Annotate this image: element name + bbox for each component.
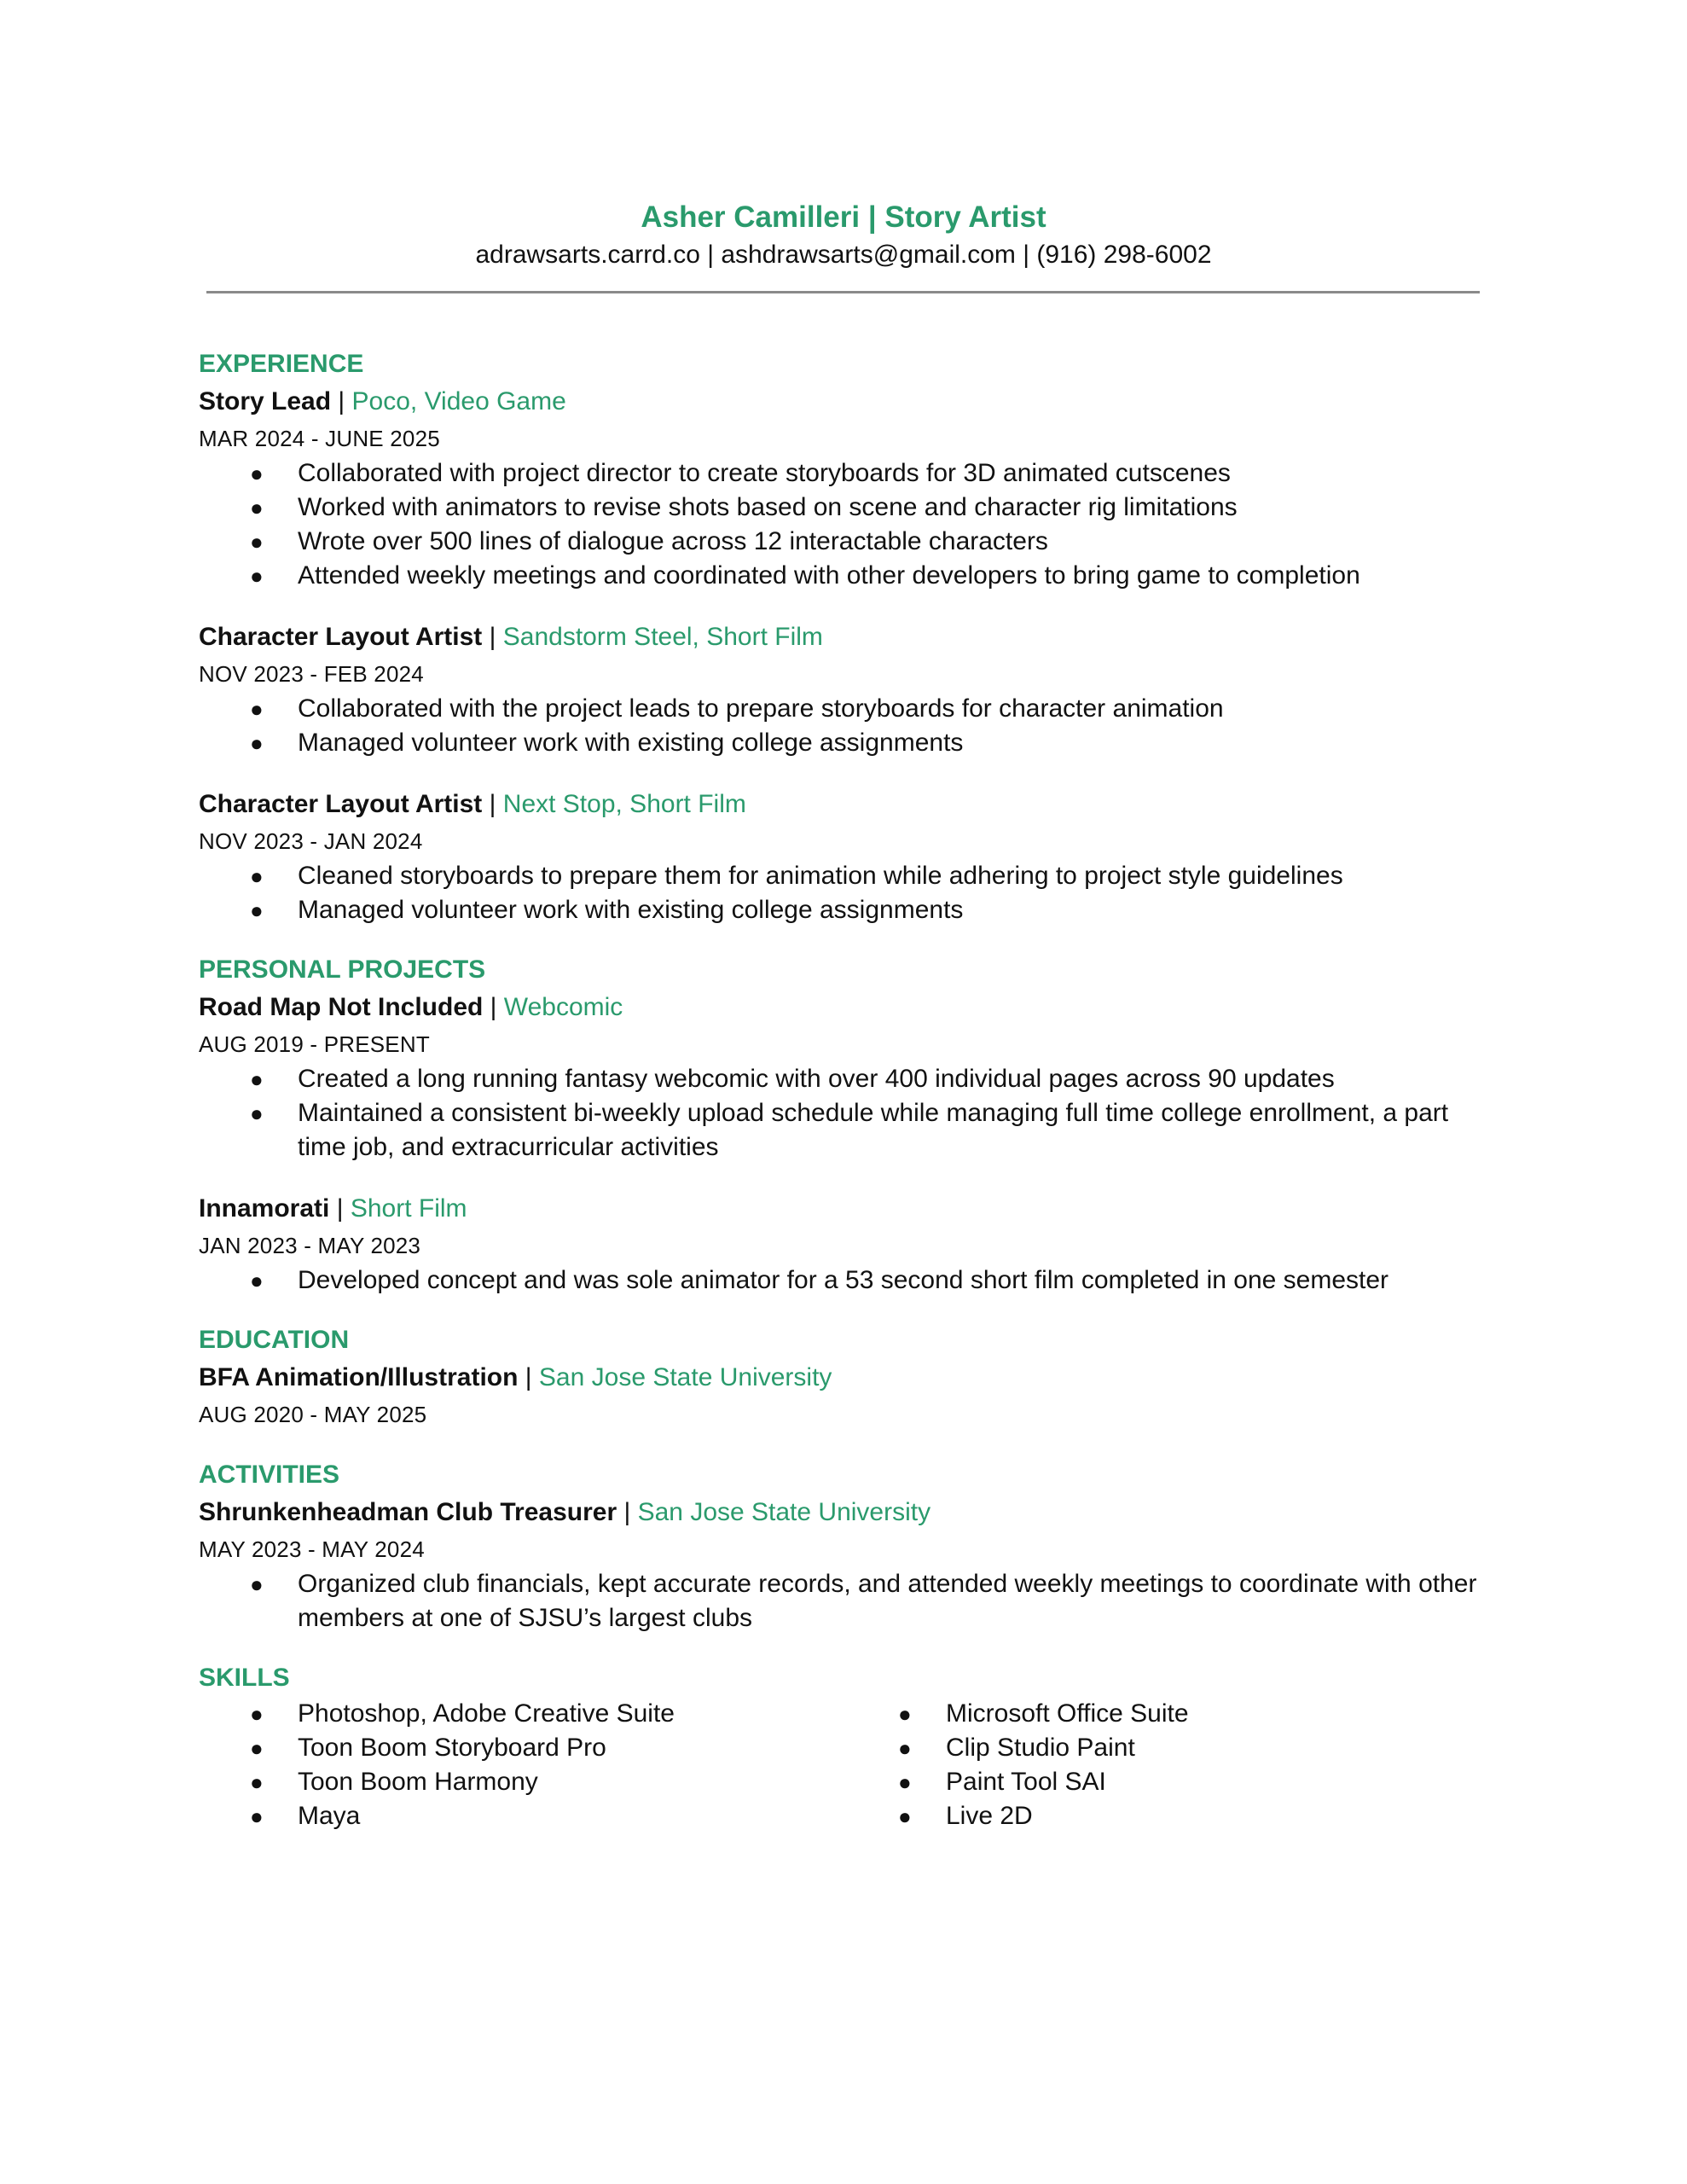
- entry-heading: [199, 1494, 1495, 1531]
- skill-item: ● Clip Studio Paint: [847, 1731, 1495, 1765]
- skills-list-right: [847, 1697, 1495, 1833]
- entry-organization: San Jose State University: [637, 1498, 931, 1526]
- entry-separator: |: [617, 1498, 638, 1526]
- entry-organization: Sandstorm Steel, Short Film: [502, 623, 823, 651]
- list-item: ● Collaborated with project director to create storyboards for 3D animated cutscenes: [199, 456, 1495, 491]
- bullet-list: [199, 1263, 1495, 1298]
- section-title-education: EDUCATION: [199, 1326, 350, 1354]
- project-entry: [199, 989, 1495, 1165]
- skills-list-left: [199, 1697, 847, 1833]
- entry-dates: MAR 2024 - JUNE 2025: [199, 426, 440, 451]
- bullet-icon: ●: [250, 1571, 264, 1597]
- bullet-icon: ●: [250, 1804, 264, 1829]
- section-title-experience: EXPERIENCE: [199, 350, 364, 378]
- bullet-icon: ●: [898, 1701, 912, 1727]
- entry-heading: [199, 786, 1495, 823]
- bullet-icon: ●: [250, 1066, 264, 1092]
- entry-organization: Short Film: [350, 1194, 467, 1223]
- skill-item: ● Toon Boom Storyboard Pro: [199, 1731, 847, 1765]
- entry-role: BFA Animation/Illustration: [199, 1363, 519, 1391]
- entry-role: Shrunkenheadman Club Treasurer: [199, 1498, 617, 1526]
- bullet-icon: ●: [250, 897, 264, 923]
- bullet-list: [199, 456, 1495, 593]
- list-item: ● Wrote over 500 lines of dialogue across 12 interactable characters: [199, 525, 1495, 559]
- bullet-icon: ●: [250, 863, 264, 889]
- experience-entry: [199, 786, 1495, 927]
- experience-entry: [199, 383, 1495, 593]
- entry-organization: Webcomic: [503, 993, 623, 1021]
- entry-heading: [199, 1359, 1495, 1397]
- entry-role: Character Layout Artist: [199, 623, 483, 651]
- entry-role: Character Layout Artist: [199, 790, 483, 818]
- entry-organization: Next Stop, Short Film: [502, 790, 746, 818]
- entry-heading: [199, 383, 1495, 421]
- entry-heading: [199, 989, 1495, 1026]
- section-title-activities: ACTIVITIES: [199, 1461, 340, 1489]
- bullet-icon: ●: [250, 563, 264, 589]
- project-entry: [199, 1190, 1495, 1298]
- skill-item: ● Paint Tool SAI: [847, 1765, 1495, 1799]
- list-item: ● Managed volunteer work with existing college assignments: [199, 726, 1495, 760]
- name-title: Asher Camilleri | Story Artist: [641, 200, 1046, 234]
- bullet-icon: ●: [250, 696, 264, 722]
- bullet-icon: ●: [250, 1701, 264, 1727]
- section-title-skills: SKILLS: [199, 1664, 290, 1692]
- list-item: ● Developed concept and was sole animator for a 53 second short film completed in one semester: [199, 1263, 1495, 1298]
- skill-item: ● Microsoft Office Suite: [847, 1697, 1495, 1731]
- entry-organization: Poco, Video Game: [351, 387, 566, 415]
- entry-dates: AUG 2019 - PRESENT: [199, 1031, 430, 1057]
- entry-dates: MAY 2023 - MAY 2024: [199, 1536, 425, 1562]
- bullet-list: [199, 692, 1495, 760]
- list-item: ● Attended weekly meetings and coordinated with other developers to bring game to completion: [199, 559, 1495, 593]
- bullet-icon: ●: [250, 1268, 264, 1293]
- entry-role: Story Lead: [199, 387, 332, 415]
- resume-body: [199, 346, 1495, 1833]
- entry-separator: |: [331, 387, 352, 415]
- contact-line: adrawsarts.carrd.co | ashdrawsarts@gmail.com | (916) 298-6002: [475, 241, 1212, 269]
- entry-dates: JAN 2023 - MAY 2023: [199, 1233, 421, 1258]
- education-entry: [199, 1359, 1495, 1432]
- bullet-list: [199, 859, 1495, 927]
- bullet-icon: ●: [250, 1101, 264, 1126]
- list-item: ● Organized club financials, kept accurate records, and attended weekly meetings to coordinate with other members at one of SJSU’s largest clubs: [199, 1567, 1495, 1635]
- bullet-icon: ●: [250, 1735, 264, 1761]
- skill-item: ● Live 2D: [847, 1799, 1495, 1833]
- entry-dates: AUG 2020 - MAY 2025: [199, 1402, 427, 1427]
- bullet-list: [199, 1062, 1495, 1165]
- list-item: ● Maintained a consistent bi-weekly upload schedule while managing full time college enrollment, a part time job, and extracurricular activities: [199, 1096, 1495, 1165]
- header-divider: [206, 291, 1480, 293]
- skill-item: ● Toon Boom Harmony: [199, 1765, 847, 1799]
- bullet-icon: ●: [250, 461, 264, 486]
- list-item: ● Created a long running fantasy webcomic with over 400 individual pages across 90 updates: [199, 1062, 1495, 1096]
- list-item: ● Managed volunteer work with existing college assignments: [199, 893, 1495, 927]
- experience-entry: [199, 619, 1495, 760]
- list-item: ● Cleaned storyboards to prepare them for animation while adhering to project style guidelines: [199, 859, 1495, 893]
- list-item: ● Collaborated with the project leads to prepare storyboards for character animation: [199, 692, 1495, 726]
- bullet-icon: ●: [898, 1804, 912, 1829]
- entry-heading: [199, 1190, 1495, 1228]
- entry-separator: |: [329, 1194, 351, 1223]
- entry-separator: |: [482, 790, 503, 818]
- bullet-icon: ●: [250, 495, 264, 520]
- bullet-icon: ●: [898, 1735, 912, 1761]
- entry-dates: NOV 2023 - JAN 2024: [199, 828, 423, 854]
- activity-entry: [199, 1494, 1495, 1635]
- entry-heading: [199, 619, 1495, 656]
- list-item: ● Worked with animators to revise shots based on scene and character rig limitations: [199, 491, 1495, 525]
- resume-header: [0, 199, 1687, 273]
- entry-dates: NOV 2023 - FEB 2024: [199, 661, 424, 687]
- skill-item: ● Maya: [199, 1799, 847, 1833]
- bullet-icon: ●: [250, 730, 264, 756]
- entry-separator: |: [482, 623, 503, 651]
- entry-organization: San Jose State University: [538, 1363, 832, 1391]
- section-title-personal-projects: PERSONAL PROJECTS: [199, 956, 486, 984]
- entry-separator: |: [518, 1363, 539, 1391]
- entry-separator: |: [483, 993, 504, 1021]
- skill-item: ● Photoshop, Adobe Creative Suite: [199, 1697, 847, 1731]
- bullet-icon: ●: [898, 1769, 912, 1795]
- bullet-icon: ●: [250, 1769, 264, 1795]
- entry-role: Innamorati: [199, 1194, 330, 1223]
- skills-columns: [199, 1697, 1495, 1833]
- bullet-icon: ●: [250, 529, 264, 555]
- entry-role: Road Map Not Included: [199, 993, 484, 1021]
- bullet-list: [199, 1567, 1495, 1635]
